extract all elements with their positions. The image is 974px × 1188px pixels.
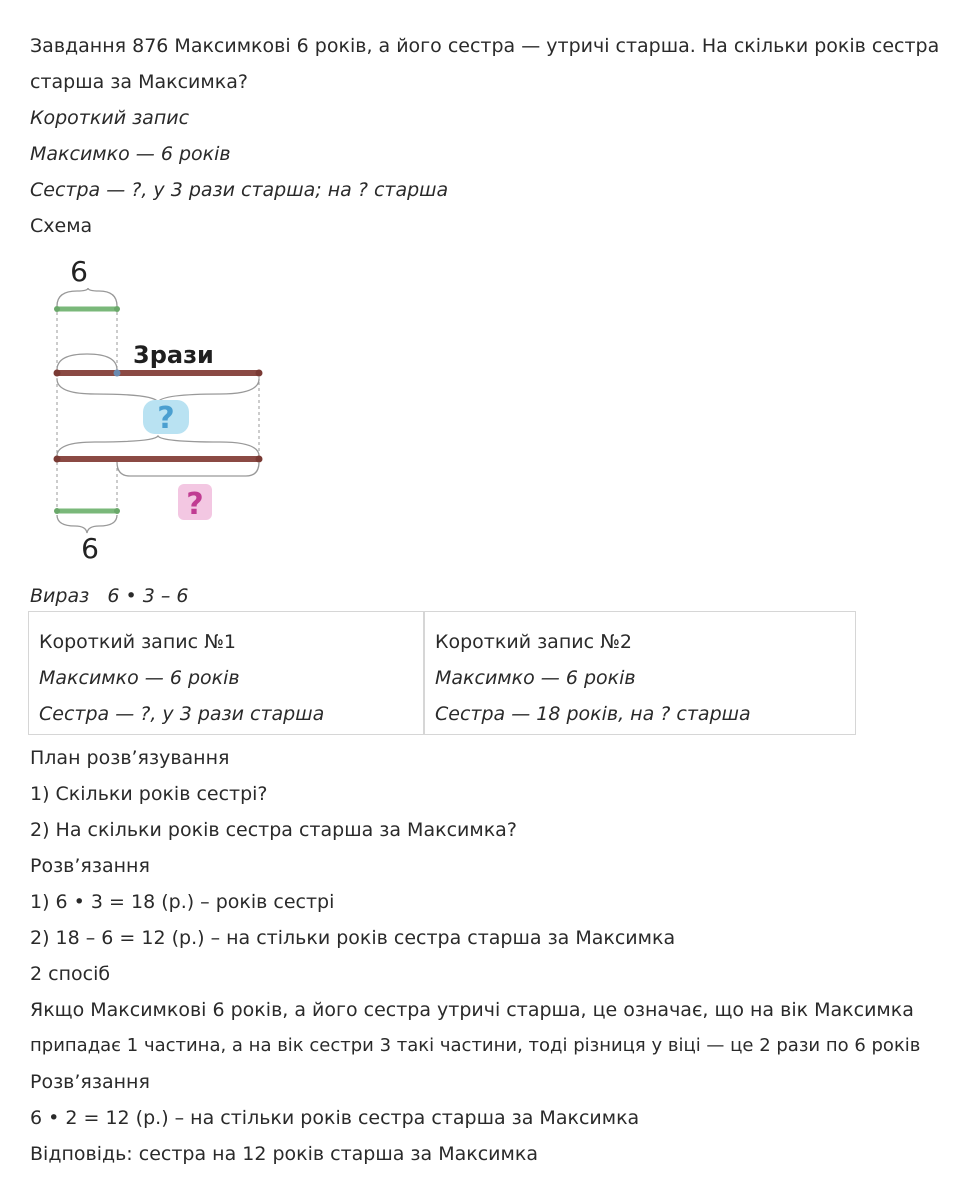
short-note-1-line2: Сестра — ?, у 3 рази старша <box>39 703 325 725</box>
top-brace <box>57 288 117 306</box>
part-arc <box>57 354 117 370</box>
expression-label: Вираз <box>30 585 90 607</box>
short-note-1-title: Короткий запис №1 <box>39 631 236 653</box>
schema-title: Схема <box>30 215 93 237</box>
sum-brace <box>57 379 259 402</box>
method2-line2: припадає 1 частина, а на вік сестри 3 такі частини, тоді різниця у віці — це 2 рази по 6 років <box>30 1035 921 1056</box>
sister-bottom-right-dot <box>256 456 263 463</box>
times-label: 3рази <box>133 341 214 369</box>
solution2-line: 6 • 2 = 12 (р.) – на стільки років сестра старша за Максимка <box>30 1107 640 1129</box>
task-text-line2: старша за Максимка? <box>30 71 248 93</box>
sister-top-mid-dot <box>114 370 121 377</box>
short-note-2-line1: Максимко — 6 років <box>435 667 636 689</box>
short-note-line2: Сестра — ?, у 3 рази старша; на ? старша <box>30 179 449 201</box>
task-text-line1: Завдання 876 Максимкові 6 років, а його сестра — утричі старша. На скільки років сестра <box>30 35 940 57</box>
short-note-2-title: Короткий запис №2 <box>435 631 632 653</box>
solution1-step1: 1) 6 • 3 = 18 (р.) – років сестрі <box>30 891 335 913</box>
answer: Відповідь: сестра на 12 років старша за Максимка <box>30 1143 538 1165</box>
sister-top-left-dot <box>54 370 61 377</box>
sister-brace <box>57 436 259 456</box>
difference-brace <box>117 462 259 476</box>
short-notes-table <box>28 611 856 735</box>
short-note-2-line2: Сестра — 18 років, на ? старша <box>435 703 751 725</box>
sister-bottom-left-dot <box>54 456 61 463</box>
solution2-title: Розв’язання <box>30 1071 150 1093</box>
short-note-line1: Максимко — 6 років <box>30 143 231 165</box>
bottom-brace <box>57 515 117 533</box>
plan-title: План розв’язування <box>30 747 230 769</box>
top-green-left-dot <box>54 306 60 312</box>
sister-top-right-dot <box>256 370 263 377</box>
solution1-title: Розв’язання <box>30 855 150 877</box>
schema-diagram <box>30 250 280 570</box>
short-note-2-cell <box>425 612 855 734</box>
short-note-1-cell <box>29 612 425 734</box>
short-note-1-line1: Максимко — 6 років <box>39 667 240 689</box>
plan-step2: 2) На скільки років сестра старша за Максимка? <box>30 819 517 841</box>
schema-bottom-label: 6 <box>81 532 99 565</box>
top-green-right-dot <box>114 306 120 312</box>
schema-top-label: 6 <box>70 255 88 288</box>
method2-title: 2 спосіб <box>30 963 111 985</box>
expression-row <box>30 584 188 608</box>
difference-question-mark: ? <box>186 487 204 522</box>
method2-line1: Якщо Максимкові 6 років, а його сестра утричі старша, це означає, що на вік Максимка <box>30 999 914 1021</box>
solution1-step2: 2) 18 – 6 = 12 (р.) – на стільки років сестра старша за Максимка <box>30 927 676 949</box>
short-note-title: Короткий запис <box>30 107 190 129</box>
sum-question-mark: ? <box>157 401 175 436</box>
expression-value: 6 • 3 – 6 <box>107 585 189 607</box>
plan-step1: 1) Скільки років сестрі? <box>30 783 268 805</box>
bottom-green-left-dot <box>54 508 60 514</box>
bottom-green-right-dot <box>114 508 120 514</box>
